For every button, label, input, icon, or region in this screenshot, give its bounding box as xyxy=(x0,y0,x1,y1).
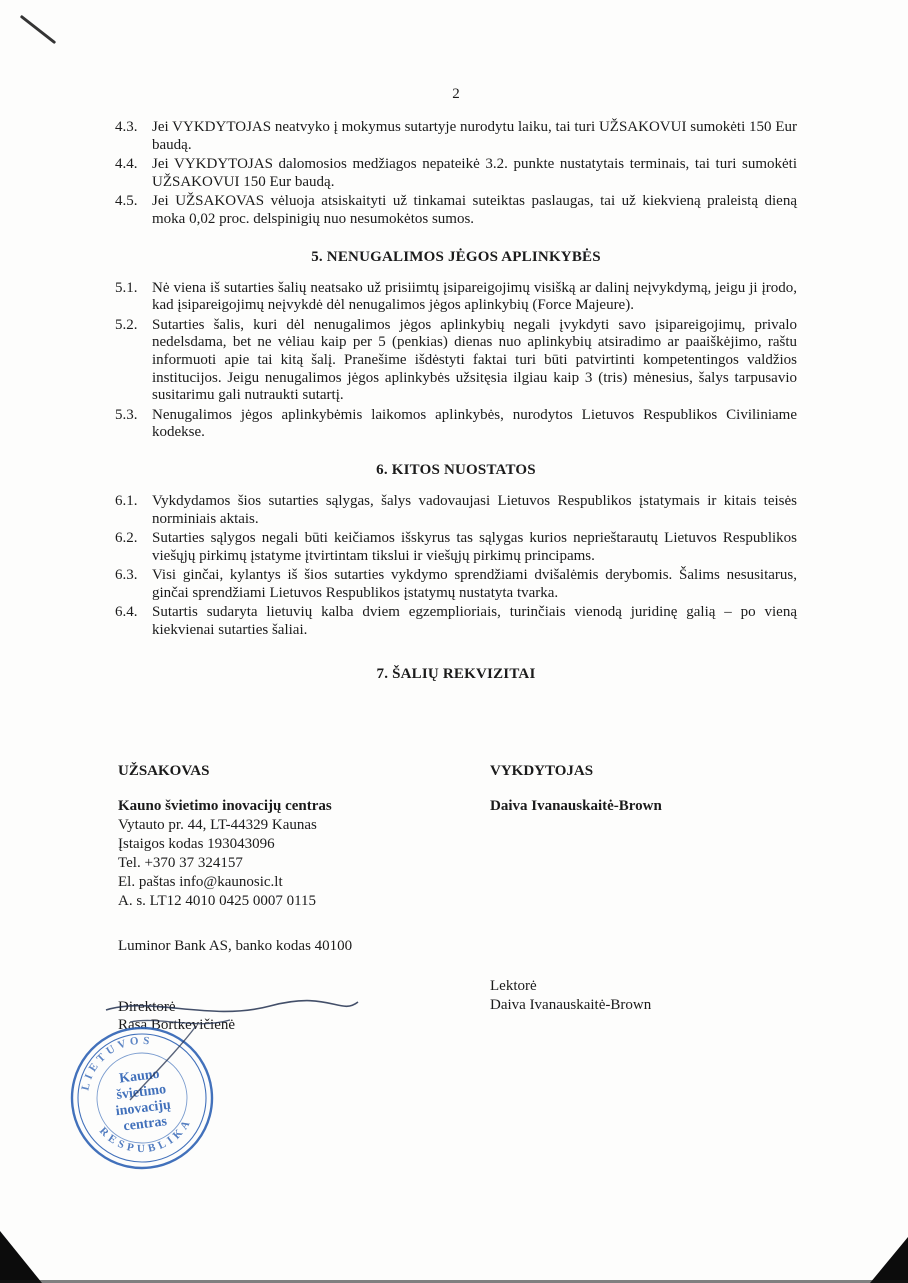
clause-text: Vykdydamos šios sutarties sąlygas, šalys vadovaujasi Lietuvos Respublikos įstatymais ir kitais teisės norminiais aktais. xyxy=(152,492,797,527)
customer-company-code: Įstaigos kodas 193043096 xyxy=(118,836,275,852)
section-7-heading: 7. ŠALIŲ REKVIZITAI xyxy=(376,665,536,682)
lector-role: Lektorė xyxy=(490,978,537,994)
official-stamp xyxy=(57,1013,226,1182)
lector-name: Daiva Ivanauskaitė-Brown xyxy=(490,997,652,1013)
customer-email: El. paštas info@kaunosic.lt xyxy=(118,874,283,890)
customer-org-name: Kauno švietimo inovacijų centras xyxy=(118,798,332,814)
page-number: 2 xyxy=(452,86,460,102)
clause-text: Jei UŽSAKOVAS vėluoja atsiskaityti už tinkamai suteiktas paslaugas, tai už kiekvieną praleistą dieną moka 0,02 proc. delspinigių nuo nesumokėtos sumos. xyxy=(152,193,797,227)
contractor-name: Daiva Ivanauskaitė-Brown xyxy=(490,798,662,814)
clause-number: 4.5. xyxy=(115,193,138,210)
customer-bank: Luminor Bank AS, banko kodas 40100 xyxy=(118,938,353,954)
clause-number: 4.3. xyxy=(115,119,138,135)
customer-address: Vytauto pr. 44, LT-44329 Kaunas xyxy=(118,817,317,833)
clause-6-2 xyxy=(115,530,797,565)
clause-text: Sutarties šalis, kuri dėl nenugalimos jėgos aplinkybių negali įvykdyti savo įsipareigojimų, privalo nedelsdama, bet ne vėliau kaip per 5 (penkias) dienas nuo aplinkybių atsiradimo ar paaiškėjimo, raštu informuoti apie tai kitą šalį. Pranešime išdėstyti faktai turi būti patvirtinti kompetentingos valdžios institucijos. Jeigu nenugalimos jėgos aplinkybės užsitęsia ilgiau kaip 3 (tris) mėnesius, šalys tarpusavio susitarimu gali nutraukti sutartį. xyxy=(152,316,797,404)
stamp-center-line-4: centras xyxy=(122,1114,168,1135)
clause-number: 6.2. xyxy=(115,530,138,547)
clause-text: Visi ginčai, kylantys iš šios sutarties vykdymo sprendžiami dvišalėmis derybomis. Šalims nesusitarus, ginčai sprendžiami Lietuvos Respublikos įstatymų nustatyta tvarka. xyxy=(152,567,797,601)
stamp-graphic xyxy=(57,1013,226,1182)
customer-account: A. s. LT12 4010 0425 0007 0115 xyxy=(118,893,317,909)
contractor-header: VYKDYTOJAS xyxy=(490,763,594,779)
customer-header: UŽSAKOVAS xyxy=(118,763,210,779)
stamp-center-line-2: švietimo xyxy=(115,1082,167,1104)
clause-number: 6.3. xyxy=(115,567,138,584)
clause-5-2 xyxy=(115,317,797,405)
clause-number: 6.4. xyxy=(115,604,138,621)
clause-number: 5.3. xyxy=(115,406,138,423)
director-name: Rasa Bortkevičienė xyxy=(118,1017,236,1033)
stamp-arc-top-text: LIETUVOS xyxy=(79,1034,154,1092)
clause-text: Sutarties sąlygos negali būti keičiamos išskyrus tas sąlygas kurios neprieštarautų Lietuvos Respublikos viešųjų pirkimų įstatyme įtvirtintam tikslui ir viešųjų pirkimų principams. xyxy=(152,530,797,564)
clause-text: Jei VYKDYTOJAS dalomosios medžiagos nepateikė 3.2. punkte nustatytais terminais, tai turi sumokėti UŽSAKOVUI 150 Eur baudą. xyxy=(152,156,797,190)
section-5-heading: 5. NENUGALIMOS JĖGOS APLINKYBĖS xyxy=(311,248,601,265)
scan-artifact-bottom-right xyxy=(870,1237,908,1283)
clause-text: Nenugalimos jėgos aplinkybėmis laikomos aplinkybės, nurodytos Lietuvos Respublikos Civiliniame kodekse. xyxy=(152,406,797,441)
section-6-heading: 6. KITOS NUOSTATOS xyxy=(376,461,536,478)
customer-phone: Tel. +370 37 324157 xyxy=(118,855,243,871)
stamp-center-line-3: inovacijų xyxy=(114,1097,172,1120)
clause-6-3 xyxy=(115,567,797,602)
director-title: Direktorė xyxy=(118,999,176,1015)
clause-5-1 xyxy=(115,280,797,315)
stamp-center-line-1: Kauno xyxy=(118,1066,161,1087)
clause-text: Nė viena iš sutarties šalių neatsako už prisiimtų įsipareigojimų visišką ar dalinį neįvykdymą, jeigu ji įrodo, kad įsipareigojimų neįvykdė dėl nenugalimos jėgos aplinkybių (Force Majeure). xyxy=(152,279,797,314)
clause-5-3 xyxy=(115,407,797,442)
clause-4-5 xyxy=(115,193,797,228)
clause-number: 5.1. xyxy=(115,279,138,296)
scan-artifact-bottom-left xyxy=(0,1231,42,1283)
document-body xyxy=(115,86,797,697)
clause-text: Jei VYKDYTOJAS neatvyko į mokymus sutartyje nurodytu laiku, tai turi UŽSAKOVUI sumokėti 150 Eur baudą. xyxy=(152,119,797,153)
clause-number: 6.1. xyxy=(115,492,138,509)
clause-text: Sutartis sudaryta lietuvių kalba dviem egzemplioriais, turinčiais vienodą juridinę galią – po vieną kiekvienai sutarties šaliai. xyxy=(152,604,797,639)
clause-number: 5.2. xyxy=(115,316,138,333)
clause-4-3 xyxy=(115,119,797,154)
scan-artifact-top-left xyxy=(20,15,57,44)
stamp-arc-bottom-text: RESPUBLIKA xyxy=(96,1115,195,1156)
clause-6-4 xyxy=(115,604,797,639)
clause-number: 4.4. xyxy=(115,156,138,173)
clause-4-4 xyxy=(115,156,797,191)
clause-6-1 xyxy=(115,493,797,528)
